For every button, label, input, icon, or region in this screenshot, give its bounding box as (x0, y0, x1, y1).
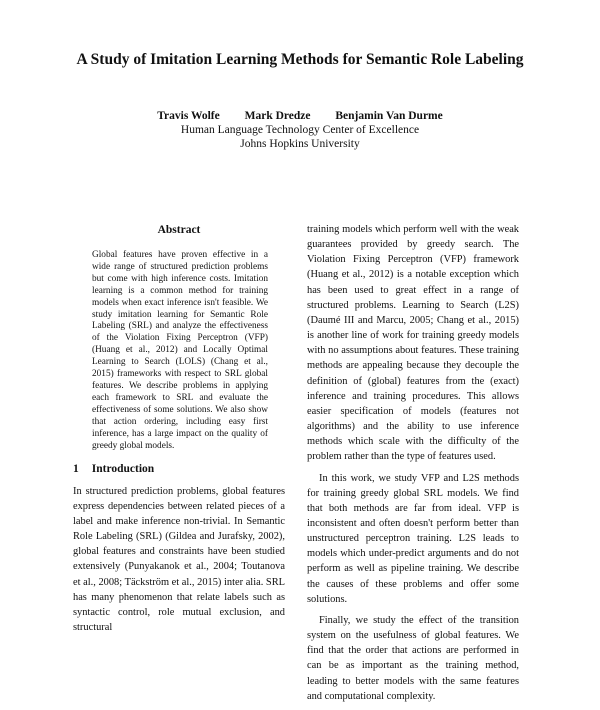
section-number: 1 (73, 463, 79, 475)
paragraph: training models which perform well with the weak guarantees provided by greedy search. The Violation Fixing Perceptron (VFP) framework (Huang et al., 2012) is a notable exception which has been used to great effect in a range of structured problems. Learning to Search (L2S) (Daumé III and Marcu, 2005; Chang et al., 2015) is another line of work for training greedy models with no assumptions about features. These training methods are appealing because they decouple the definition of (global) features from the (exact) inference and training procedures. This allows easier specification of models (features not algorithms) and the ability to use inference methods which scale with the difficulty of the problem rather than the type of features used. (307, 224, 519, 463)
right-column (307, 222, 519, 710)
author-names (0, 109, 600, 123)
abstract-text: Global features have proven effective in a wide range of structured prediction problems but come with high inference costs. Imitation learning is a common method for training models when exact inference isn't feasible. We study imitation learning for Semantic Role Labeling (SRL) and analyze the effectiveness of the Violation Fixing Perceptron (VFP) (Huang et al., 2012) and Locally Optimal Learning to Search (LOLS) (Chang et al., 2015) frameworks with respect to SRL global features. We describe problems in applying each framework to SRL and evaluate the effectiveness of some solutions. We also show that action ordering, including easy first inference, has a large impact on the quality of greedy global models. (92, 250, 268, 451)
section-title: Introduction (91, 463, 155, 475)
author-name: Benjamin Van Durme (335, 110, 443, 122)
author-name: Travis Wolfe (157, 110, 220, 122)
introduction-text (73, 484, 285, 635)
author-block (0, 109, 600, 151)
paragraph: Finally, we study the effect of the transition system on the usefulness of global features. We find that the order that actions are performed in can be as important as the training method, leading to better models with the same features and computational complexity. (307, 614, 519, 702)
paragraph: In this work, we study VFP and L2S methods for training greedy global SRL models. We find that both methods are far from ideal. VFP is inconsistent and often doesn't perform better than unstructured perceptron training. L2S leads to models which under-predict arguments and do not perform as well as pipeline training. We describe the causes of these problems and offer some solutions. (307, 472, 519, 605)
paragraph: In structured prediction problems, global features express dependencies between related pieces of a label and make inference non-trivial. In Semantic Role Labeling (SRL) (Gildea and Jurafsky, 2002), global features and constraints have been studied extensively (Punyakanok et al., 2004; Toutanova et al., 2008; Täckström et al., 2015) inter alia. SRL has many phenomenon that relate labels such as syntactic control, role mutual exclusion, and structural (73, 486, 285, 633)
author-name: Mark Dredze (244, 110, 311, 122)
affiliation-line: Human Language Technology Center of Excellence (180, 124, 420, 136)
abstract-heading: Abstract (157, 224, 201, 236)
affiliation-line: Johns Hopkins University (240, 138, 360, 150)
section-heading (73, 463, 154, 475)
paper-title: A Study of Imitation Learning Methods for Semantic Role Labeling (76, 51, 524, 68)
